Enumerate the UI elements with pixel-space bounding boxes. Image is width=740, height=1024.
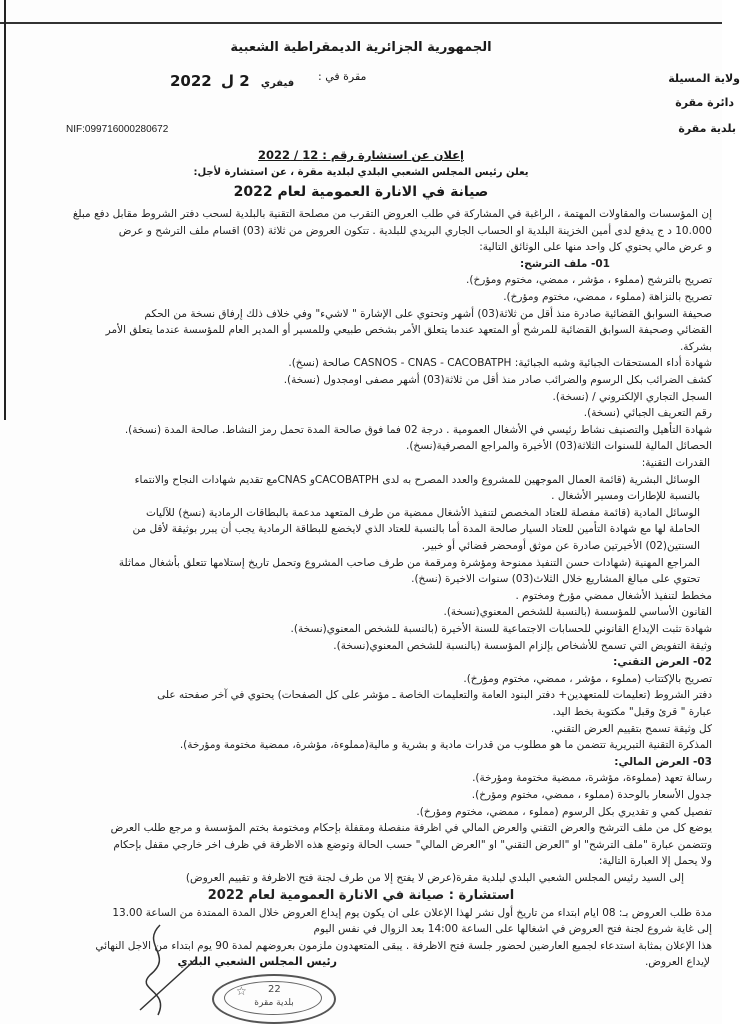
section-heading: 03- العرض المالي:: [614, 755, 712, 768]
body-line: القانون الأساسي للمؤسسة (بالنسبة للشخص المعنوي(نسخة).: [443, 606, 712, 619]
date-prefix: ل: [220, 72, 234, 90]
body-line: 10.000 د ج يدفع لدى أمين الخزينة البلدية او الحساب الجاري البريدي للبلدية . تتكون العروض من ثلاثة (03) اقسام ملف الترشح و عرض: [118, 224, 712, 237]
body-line: الوسائل المادية (قائمة مفصلة للعتاد المخصص لتنفيذ الأشغال ممضية من طرف المتعهد مدعمة بالبطاقات الرمادية (نسخ) للآليات: [145, 506, 700, 519]
place-date-label: مقرة في :: [318, 70, 367, 83]
body-line: رقم التعريف الجبائي (نسخة).: [583, 407, 712, 420]
body-line: ولا يحمل إلا العبارة التالية:: [598, 855, 712, 868]
body-line: السجل التجاري الإلكتروني / (نسخة).: [552, 390, 712, 403]
body-line: بشركة.: [679, 340, 712, 353]
date-day: 2: [239, 72, 250, 90]
body-line: تصريح بالإكتتاب (مملوء ، مؤشر ، ممضي، مختوم ومؤرخ).: [463, 672, 712, 685]
body-line: تفصيل كمي و تقديري بكل الرسوم (مملوء ، ممضي، مختوم ومؤرخ).: [416, 805, 712, 818]
stamp-number: 22: [268, 984, 281, 995]
body-line: صحيفة السوابق القضائية صادرة منذ أقل من ثلاثة(03) أشهر وتحتوي على الإشارة " لاشيء" وفي خلاف ذلك إرفاق نسخة من الحكم: [144, 307, 712, 320]
body-line: يوضع كل من ملف الترشح والعرض التقني والعرض المالي في اظرفة منفصلة ومقفلة بإحكام ومختومة بختم المؤسسة و مرجع طلب العرض: [110, 822, 712, 835]
stamp-text: بلدية مقرة: [254, 998, 294, 1008]
body-line: السنتين(02) الأخيرتين صادرة عن موثق أومحضر قضائي أو خبير.: [421, 540, 700, 552]
body-line: عبارة " قرئ وقبل" مكتوبة بخط اليد.: [552, 706, 712, 718]
body-line: الحصائل المالية للسنوات الثلاثة(03) الأخيرة والمراجع المصرفية(نسخ).: [405, 440, 712, 453]
announcement-subtitle: يعلن رئيس المجلس الشعبي البلدي لبلدية مقرة ، عن استشارة لأجل:: [193, 167, 529, 178]
body-line: إلى السيد رئيس المجلس الشعبي البلدي لبلدية مقرة(عرض لا يفتح إلا من طرف لجنة فتح الاظرفة و تقييم العروض): [185, 872, 684, 884]
body-line: كشف الضرائب بكل الرسوم والضرائب صادر منذ أقل من ثلاثة(03) أشهر مصفى اومجدول (نسخة).: [283, 374, 712, 386]
wilaya-label: ولاية المسيلة: [668, 72, 740, 85]
republic-heading: الجمهورية الجزائرية الديمقراطية الشعبية: [230, 40, 492, 55]
body-line: الوسائل البشرية (قائمة العمال الموجهين للمشروع والعدد المصرح به لدى CACOBATPHو CNASمع تقديم شهادات النجاح والانتماء: [134, 473, 700, 486]
section-heading: 02- العرض التقني:: [613, 656, 712, 669]
body-line: مخطط لتنفيذ الأشغال ممضي مؤرخ ومختوم .: [515, 589, 712, 602]
body-line: شهادة تثبت الإيداع القانوني للحسابات الاجتماعية للسنة الأخيرة (بالنسبة للشخص المعنوي(نسخة).: [290, 623, 712, 635]
body-line: بالنسبة للإطارات ومسير الأشغال .: [551, 490, 700, 503]
body-line: رسالة تعهد (مملوءة، مؤشرة، ممضية مختومة ومؤرخة).: [472, 772, 712, 785]
body-line: المراجع المهنية (شهادات حسن التنفيذ ممنوحة ومؤشرة ومرقمة من طرف صاحب المشروع وتحمل تاريخ إستلامها تتعلق بأشغال مماثلة: [118, 556, 700, 569]
star-icon: ☆: [236, 984, 247, 998]
body-line: تصريح بالترشح (مملوء ، مؤشر ، ممضي، مختوم ومؤرخ).: [466, 274, 712, 287]
signatory-title: رئيس المجلس الشعبي البلدي: [177, 955, 337, 968]
signature-icon: [120, 920, 200, 1020]
left-border-line: [4, 0, 6, 420]
date-year: 2022: [170, 72, 212, 90]
body-line: شهادة التأهيل والتصنيف نشاط رئيسي في الأشغال العمومية . درجة 02 فما فوق صالحة المدة تحمل رمز النشاط. صالحة المدة (نسخة).: [124, 423, 712, 436]
body-line: القدرات التقنية:: [641, 457, 710, 469]
body-line: وثيقة التفويض التي تسمح للأشخاص بإلزام المؤسسة (بالنسبة للشخص المعنوي(نسخة).: [333, 639, 712, 652]
body-line: دفتر الشروط (تعليمات للمتعهدين+ دفتر البنود العامة والتعليمات الخاصة ـ مؤشر على كل الصفحات) يحتوي في آخر صفحته على: [157, 689, 712, 702]
body-line: و عرض مالي يحتوي كل واحد منها على الوثائق التالية:: [479, 241, 712, 254]
body-line: كل وثيقة تسمح بتقييم العرض التقني.: [550, 722, 712, 735]
date-stamp: [170, 72, 300, 90]
nif-number: NIF:099716000280672: [66, 124, 169, 135]
body-line: القضائي وصحيفة السوابق القضائية للمرشح أو المتعهد عندما يتعلق الأمر بشخص طبيعي وللمسير أو المدير العام للمؤسسة عندما يتعلق الأمر: [105, 324, 712, 337]
body-line: جدول الأسعار بالوحدة (مملوء ، ممضي، مختوم ومؤرخ).: [471, 789, 712, 801]
body-line: هذا الإعلان بمثابة استدعاء لجميع العارضين لحضور جلسة فتح الاظرفة . يبقى المتعهدون ملزمون بعروضهم لمدة 90 يوم ابتداء من الاجل النهائي: [95, 939, 712, 952]
section-heading: 01- ملف الترشح:: [519, 257, 610, 270]
body-line: وتتضمن عبارة "ملف الترشح" او "العرض التقني" او "العرض المالي" حسب الحالة وتوضع هذه الاظرفة في ظرف اخر خارجي مقفل بإحكام: [113, 838, 712, 851]
daira-label: دائرة مقرة: [675, 96, 734, 109]
baladia-label: بلدية مقرة: [678, 122, 736, 135]
body-line: لإيداع العروض.: [644, 956, 710, 969]
body-line: إن المؤسسات والمقاولات المهتمة ، الراغبة في المشاركة في طلب العروض التقرب من مصلحة التقنية بالبلدية لسحب دفتر الشروط مقابل دفع مبلغ: [72, 208, 712, 220]
body-line: إلى غاية شروع لجنة فتح العروض في اشغالها على الساعة 14:00 بعد الزوال في نفس اليوم: [313, 923, 712, 936]
date-month: فيفري: [260, 78, 295, 89]
announcement-title: إعلان عن استشارة رقم : 12 / 2022: [258, 148, 464, 162]
body-line: تصريح بالنزاهة (مملوء ، ممضي، مختوم ومؤرخ).: [503, 291, 712, 303]
body-line: المذكرة التقنية التبريرية تتضمن ما هو مطلوب من قدرات مادية و بشرية و مالية(مملوءة، مؤشرة، ممضية مختومة ومؤرخة).: [179, 739, 712, 752]
top-border-line: [0, 22, 722, 24]
body-line: الحاملة لها مع شهادة التأمين للعتاد السيار صالحة المدة أما بالنسبة للعتاد الذي لايخضع للبطاقة الرمادية يجب أن يبرر بوثيقة لأقل من: [132, 523, 700, 536]
official-stamp: [212, 974, 336, 1024]
body-line: شهادة أداء المستحقات الجبائية وشبه الجبائية: CASNOS - CNAS - CACOBATPH صالحة (نسخ).: [288, 357, 712, 370]
body-line: استشارة : صيانة في الانارة العمومية لعام 2022: [207, 888, 515, 903]
project-title: صيانة في الانارة العمومية لعام 2022: [233, 184, 489, 200]
body-line: مدة طلب العروض بـ: 08 ايام ابتداء من تاريخ أول نشر لهذا الإعلان على ان يكون يوم إيداع العروض خلال المدة الممتدة من الساعة 13.00: [112, 906, 712, 919]
body-line: تحتوي على مبالغ المشاريع خلال الثلاث(03) سنوات الاخيرة (نسخ).: [411, 573, 700, 586]
